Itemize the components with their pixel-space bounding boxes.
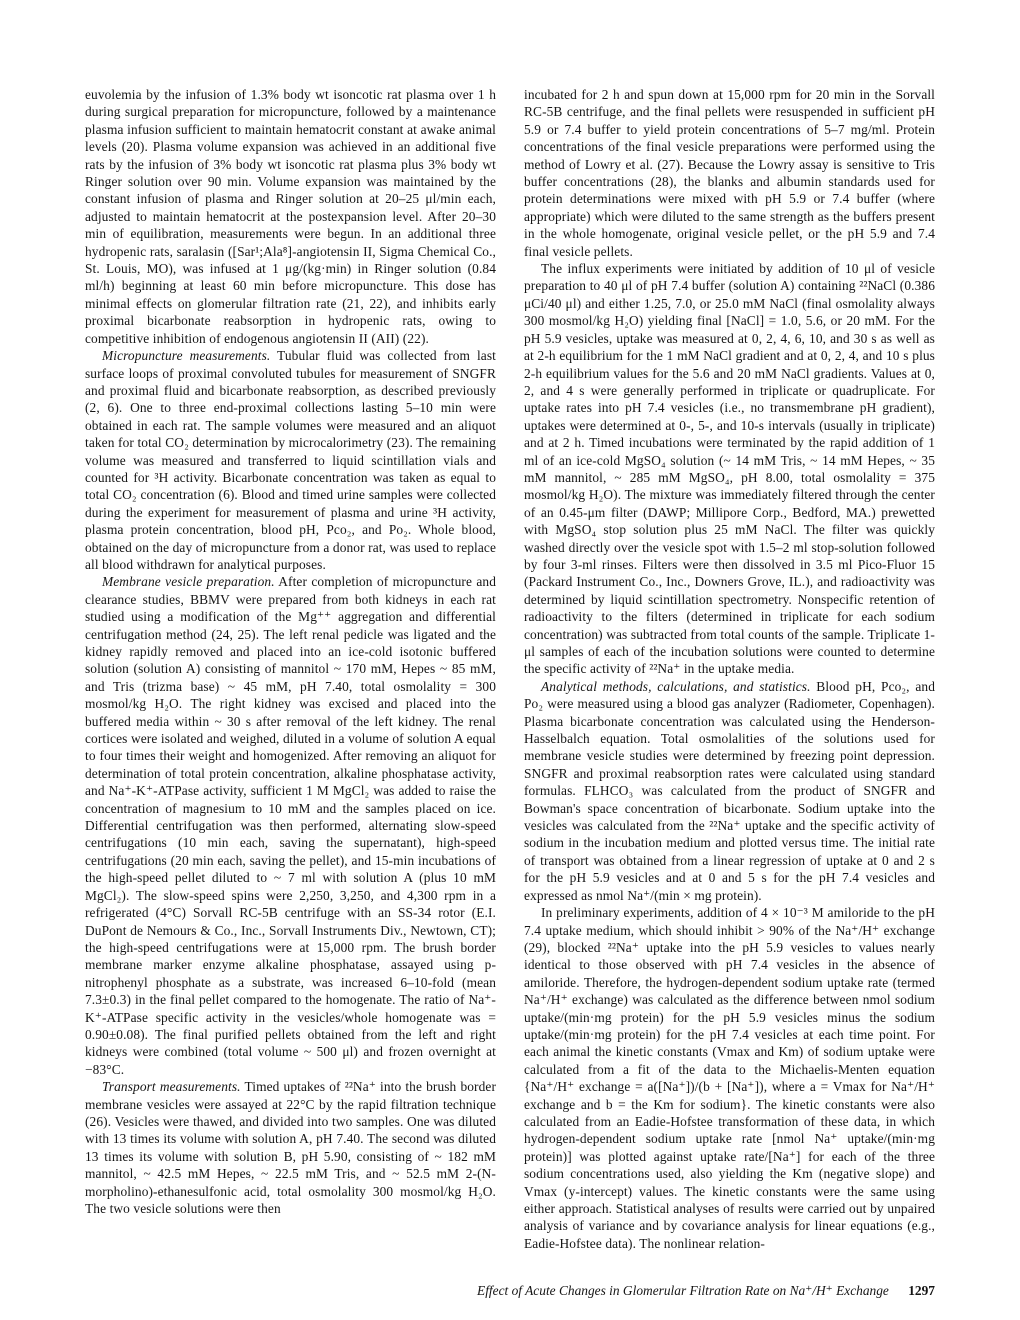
paragraph: incubated for 2 h and spun down at 15,000 rpm for 20 min in the Sorvall RC-5B centrifuge, and the final pellets were resuspended in sufficient pH 5.9 or 7.4 buffer to yield protein concentrations of 5–7 mg/ml. Protein concentrations of the final vesicle preparations were performed using the method of Lowry et al. (27). Because the Lowry assay is sensitive to Tris buffer concentrations (28), the blanks and albumin standards used for protein determinations were mixed with pH 5.9 or 7.4 buffer (where appropriate) which were diluted to the same strength as the buffers present in the whole homogenate, original vesicle pellet, or the pH 5.9 and 7.4 final vesicle pellets. (524, 87, 935, 259)
column-right (524, 86, 935, 1252)
paragraph: Transport measurements. Timed uptakes of ²²Na⁺ into the brush border membrane vesicles were assayed at 22°C by the rapid filtration technique (26). Vesicles were thawed, and divided into two samples. One was diluted with 13 times its volume with solution A, pH 7.40. The second was diluted 13 times its volume with solution B, pH 5.90, consisting of ~ 182 mM mannitol, ~ 42.5 mM Hepes, ~ 22.5 mM Tris, and ~ 52.5 mM 2-(N-morpholino)-ethanesulfonic acid, total osmolality 300 mosmol/kg H₂O. The two vesicle solutions were then (85, 1079, 497, 1216)
paragraph: Analytical methods, calculations, and statistics. Blood pH, Pco₂, and Po₂ were measured using a blood gas analyzer (Radiometer, Copenhagen). Plasma bicarbonate concentration was calculated using the Henderson-Hasselbalch equation. Total osmolalities of the solutions used for membrane vesicle studies were determined by freezing point depression. SNGFR and proximal reabsorption rates were calculated using standard formulas. FLHCO₃ was calculated from the product of SNGFR and Bowman's space concentration of bicarbonate. Sodium uptake into the vesicles was calculated from the ²²Na⁺ uptake and the specific activity of sodium in the incubation medium and plotted versus time. The initial rate of transport was obtained from a linear regression of uptake at 0 and 2 s for the pH 5.9 vesicles and at 0 and 5 s for the pH 7.4 vesicles and expressed as nmol Na⁺/(min × mg protein). (524, 678, 935, 903)
paragraph: euvolemia by the infusion of 1.3% body wt isoncotic rat plasma over 1 h during surgical preparation for micropuncture, followed by a maintenance plasma infusion sufficient to maintain hematocrit constant at awake animal levels (20). Plasma volume expansion was achieved in an additional five rats by the infusion of 3% body wt isoncotic rat plasma plus 3% body wt Ringer solution over 90 min. Volume expansion was maintained by the constant infusion of plasma and Ringer solution at 20–25 μl/min each, adjusted to maintain hematocrit at the postexpansion level. After 20–30 min of equilibration, measurements were begun. In an additional three hydropenic rats, saralasin ([Sar¹;Ala⁸]-angiotensin II, Sigma Chemical Co., St. Louis, MO), was infused at 1 μg/(kg·min) in Ringer solution (0.84 ml/h) beginning at least 60 min before micropuncture. This dose has minimal effects on glomerular filtration rate (21, 22), and inhibits early proximal bicarbonate reabsorption in hydropenic rats, owing to competitive inhibition of endogenous angiotensin II (AII) (22). (85, 87, 496, 346)
paragraph: The influx experiments were initiated by addition of 10 μl of vesicle preparation to 40 μl of pH 7.4 buffer (solution A) containing ²²NaCl (0.386 μCi/40 μl) and either 1.25, 7.0, or 25.0 mM NaCl (final osmolality always 300 mosmol/kg H₂O) yielding final [NaCl] = 1.0, 5.6, or 20 mM. For the pH 5.9 vesicles, uptake was measured at 0, 2, 4, 6, 10, and 30 s as well as at 2-h equilibrium for the 1 mM NaCl gradient and at 0, 2, 4, and 10 s plus 2-h equilibrium values for the 5.6 and 20 mM NaCl gradients. Values at 0, 2, and 4 s were generally performed in triplicate or quadruplicate. For uptake rates into pH 7.4 vesicles (i.e., no transmembrane pH gradient), uptakes were determined at 0-, 5-, and 10-s intervals (usually in triplicate) and at 2 h. Timed incubations were terminated by the rapid addition of 1 ml of an ice-cold MgSO₄ solution (~ 14 mM Tris, ~ 14 mM Hepes, ~ 35 mM mannitol, ~ 285 mM MgSO₄, pH 8.00, total osmolality = 375 mosmol/kg H₂O). The mixture was immediately filtered through the center of an 0.45-μm filter (DAWP; Millipore Corp., Bedford, MA.) prewetted with MgSO₄ stop solution plus 25 mM NaCl. The filter was quickly washed directly over the vesicle spot with 1.5–2 ml stop-solution followed by four 3-ml rinses. Filters were then dissolved in 3.5 ml Pico-Fluor 15 (Packard Instrument Co., Inc., Downers Grove, IL.), and radioactivity was determined by liquid scintillation spectrometry. Nonspecific retention of radioactivity to the filters (determined in triplicate for each sodium concentration) was subtracted from total counts of the sample. Triplicate 1-μl samples of each of the incubation solutions were counted to determine the specific activity of ²²Na⁺ in the uptake media. (524, 261, 935, 677)
paragraph-lead: Membrane vesicle preparation. (102, 574, 275, 590)
paragraph-lead: Micropuncture measurements. (102, 348, 271, 364)
two-column-text (85, 86, 935, 1252)
paragraph: Membrane vesicle preparation. After completion of micropuncture and clearance studies, BBMV were prepared from both kidneys in each rat studied using a modification of the Mg⁺⁺ aggregation and differential centrifugation method (24, 25). The left renal pedicle was ligated and the kidney rapidly removed and placed into an ice-cold isotonic buffered solution (solution A) consisting of mannitol ~ 170 mM, Hepes ~ 85 mM, and Tris (trizma base) ~ 45 mM, pH 7.40, total osmolality = 300 mosmol/kg H₂O. The right kidney was excised and placed into the buffered media within ~ 30 s after removal of the left kidney. The renal cortices were isolated and weighed, diluted in a volume of solution A equal to four times their weight and homogenized. After removing an aliquot for determination of total protein concentration, alkaline phosphatase activity, and Na⁺-K⁺-ATPase activity, sufficient 1 M MgCl₂ was added to raise the concentration of magnesium to 10 mM and the samples placed on ice. Differential centrifugation was then performed, alternating slow-speed centrifugations (10 min each, saving the supernatant), high-speed centrifugations (20 min each, saving the pellet), and 15-min incubations of the high-speed pellet diluted to ~ 7 ml with solution A (plus 10 mM MgCl₂). The slow-speed spins were 2,250, 3,250, and 4,300 rpm in a refrigerated (4°C) Sorvall RC-5B centrifuge with an SS-34 rotor (E.I. DuPont de Nemours & Co., Inc., Sorvall Instruments Div., Newtown, CT); the high-speed centrifugations were at 15,000 rpm. The brush border membrane marker enzyme alkaline phosphatase, assayed using p-nitrophenyl phosphate as a substrate, was increased 6–10-fold (mean 7.3±0.3) in the final pellet compared to the homogenate. The ratio of Na⁺-K⁺-ATPase specific activity in the vesicles/whole homogenate was = 0.90±0.08). The final purified pellets obtained from the left and right kidneys were combined (total volume ~ 500 μl) and frozen overnight at −83°C. (85, 574, 496, 1077)
paragraph-lead: Transport measurements. (102, 1079, 241, 1095)
paragraph-lead: Analytical methods, calculations, and statistics. (541, 678, 811, 694)
paragraph: Micropuncture measurements. Tubular fluid was collected from last surface loops of proximal convoluted tubules for measurement of SNGFR and proximal fluid and bicarbonate reabsorption, as described previously (2, 6). One to three end-proximal collections lasting 5–10 min were obtained in each rat. The sample volumes were measured and an aliquot taken for total CO₂ determination by microcalorimetry (23). The remaining volume was measured and transferred to liquid scintillation vials and counted for ³H activity. Bicarbonate concentration was taken as equal to total CO₂ concentration (6). Blood and timed urine samples were collected during the experiment for measurement of plasma and urine ³H activity, plasma protein concentration, blood pH, Pco₂, and Po₂. Whole blood, obtained on the day of micropuncture from a donor rat, was used to replace all blood withdrawn for analytical purposes. (85, 348, 496, 572)
page-number: 1297 (908, 1283, 935, 1298)
page-footer (477, 1283, 935, 1299)
paragraph: In preliminary experiments, addition of 4 × 10⁻³ M amiloride to the pH 7.4 uptake medium, which should inhibit > 90% of the Na⁺/H⁺ exchange (29), blocked ²²Na⁺ uptake into the pH 5.9 vesicles to values nearly identical to those observed with pH 7.4 vesicles in the absence of amiloride. Therefore, the hydrogen-dependent sodium uptake rate (termed Na⁺/H⁺ exchange) was calculated as the difference between nmol sodium uptake/(min·mg protein) for the pH 5.9 vesicles minus the sodium uptake/(min·mg protein) for the pH 7.4 vesicles at each time point. For each animal the kinetic constants (Vmax and Km) of sodium uptake were calculated from a fit of the data to the Michaelis-Menten equation {Na⁺/H⁺ exchange = a([Na⁺])/(b + [Na⁺]), where a = Vmax for Na⁺/H⁺ exchange and b = the Km for sodium}. The kinetic constants were also calculated from an Eadie-Hofstee transformation of these data, in which hydrogen-dependent sodium uptake rate [nmol Na⁺ uptake/(min·mg protein)] was plotted against uptake rate/[Na⁺] for each of the three sodium concentrations used, also yielding the Km (negative slope) and Vmax (y-intercept) values. The kinetic constants were the same using either approach. Statistical analyses of results were carried out by unpaired analysis of variance and by covariance analysis for linear equations (e.g., Eadie-Hofstee data). The nonlinear relation- (524, 905, 935, 1251)
running-title: Effect of Acute Changes in Glomerular Filtration Rate on Na⁺/H⁺ Exchange (477, 1283, 889, 1298)
column-left (85, 86, 496, 1252)
